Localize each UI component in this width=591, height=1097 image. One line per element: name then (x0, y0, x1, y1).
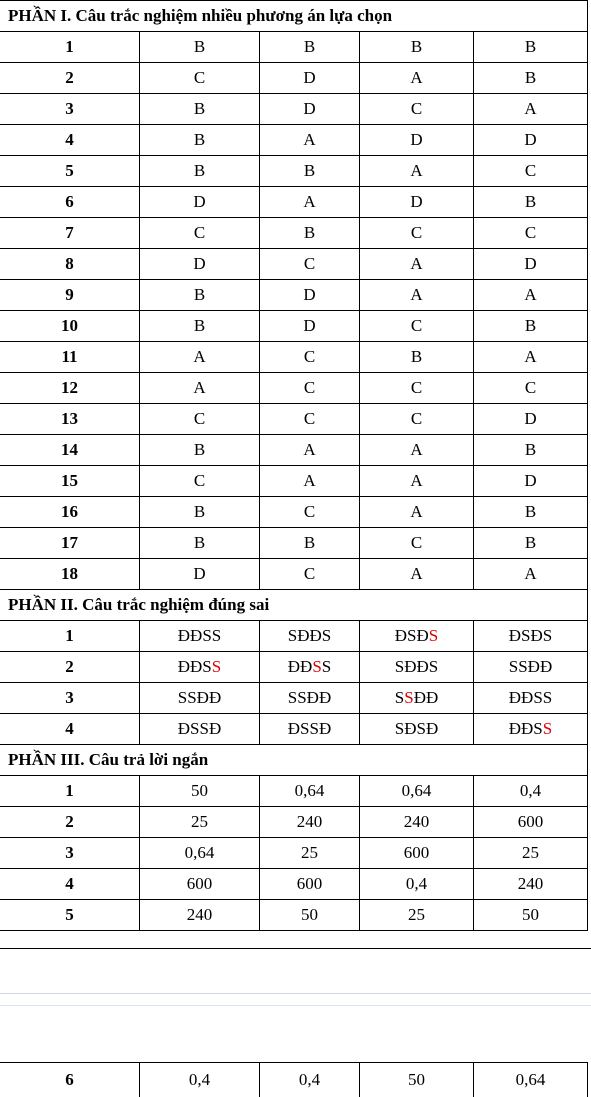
answer-cell: 0,64 (260, 776, 360, 807)
answer-cell: B (474, 435, 588, 466)
table-row (0, 342, 588, 373)
question-number: 8 (0, 249, 140, 280)
question-number: 9 (0, 280, 140, 311)
answer-cell: B (140, 94, 260, 125)
answer-cell: D (260, 311, 360, 342)
question-number: 10 (0, 311, 140, 342)
answer-cell: C (360, 94, 474, 125)
answer-text: SĐSĐ (395, 719, 438, 738)
answer-cell: B (260, 218, 360, 249)
question-number: 3 (0, 838, 140, 869)
answer-cell (260, 652, 360, 683)
answer-cell: C (260, 497, 360, 528)
answer-cell: D (260, 280, 360, 311)
question-number: 11 (0, 342, 140, 373)
page-separator (0, 993, 591, 994)
answer-cell: B (474, 528, 588, 559)
table-row (0, 187, 588, 218)
answer-cell: D (140, 559, 260, 590)
answer-cell: C (360, 528, 474, 559)
answer-cell: 25 (260, 838, 360, 869)
answer-cell: B (140, 497, 260, 528)
answer-cell (260, 714, 360, 745)
table-row (0, 466, 588, 497)
table-row (0, 869, 588, 900)
answer-cell: A (140, 373, 260, 404)
table-row (0, 683, 588, 714)
answer-cell: A (360, 249, 474, 280)
question-number: 4 (0, 714, 140, 745)
answer-cell: 50 (140, 776, 260, 807)
answer-text: ĐĐS (178, 657, 212, 676)
answer-cell: B (474, 497, 588, 528)
answer-cell: C (140, 218, 260, 249)
answer-text: ĐĐ (414, 688, 439, 707)
question-number: 4 (0, 125, 140, 156)
section-header-row (0, 590, 588, 621)
answer-cell: B (140, 156, 260, 187)
answer-cell: A (474, 94, 588, 125)
answer-cell: C (260, 373, 360, 404)
answer-cell: 240 (140, 900, 260, 931)
answer-cell: B (360, 32, 474, 63)
answer-cell (140, 621, 260, 652)
answer-text: ĐSĐ (395, 626, 429, 645)
answer-cell: D (260, 63, 360, 94)
answer-cell: D (474, 466, 588, 497)
question-number: 17 (0, 528, 140, 559)
answer-cell (360, 683, 474, 714)
answer-cell: B (260, 156, 360, 187)
answer-text: S (395, 688, 404, 707)
table-row (0, 838, 588, 869)
answer-cell (260, 683, 360, 714)
answer-cell: 0,64 (360, 776, 474, 807)
table-row (0, 807, 588, 838)
answer-cell: C (140, 466, 260, 497)
answer-cell: A (260, 187, 360, 218)
table-row (0, 218, 588, 249)
question-number: 18 (0, 559, 140, 590)
answer-text: SĐĐS (395, 657, 438, 676)
answer-text: ĐĐ (288, 657, 313, 676)
table-row (0, 311, 588, 342)
answer-cell: 25 (474, 838, 588, 869)
answer-cell (140, 714, 260, 745)
answer-cell: B (474, 311, 588, 342)
table-row (0, 1063, 588, 1097)
answer-key-table-continued (0, 1062, 588, 1097)
answer-cell (474, 621, 588, 652)
answer-cell: C (474, 156, 588, 187)
answer-cell: 0,4 (360, 869, 474, 900)
page-break-line (0, 948, 591, 949)
answer-cell: 600 (360, 838, 474, 869)
table-row (0, 156, 588, 187)
answer-cell: D (140, 249, 260, 280)
answer-cell: 600 (140, 869, 260, 900)
answer-cell: C (474, 218, 588, 249)
table-row (0, 497, 588, 528)
highlighted-answer: S (312, 657, 321, 676)
answer-cell: D (474, 249, 588, 280)
question-number: 4 (0, 869, 140, 900)
table-row (0, 528, 588, 559)
answer-cell (360, 652, 474, 683)
answer-cell (260, 621, 360, 652)
question-number: 15 (0, 466, 140, 497)
answer-cell: 0,64 (474, 1063, 588, 1097)
answer-cell: B (140, 280, 260, 311)
answer-cell: B (140, 528, 260, 559)
answer-cell: C (360, 404, 474, 435)
answer-key-body (0, 1, 588, 931)
question-number: 6 (0, 1063, 140, 1097)
answer-cell: B (474, 63, 588, 94)
answer-cell: 25 (360, 900, 474, 931)
answer-cell: D (474, 125, 588, 156)
answer-key-continued-body (0, 1063, 588, 1097)
answer-cell: 600 (260, 869, 360, 900)
table-row (0, 32, 588, 63)
answer-cell: D (474, 404, 588, 435)
question-number: 13 (0, 404, 140, 435)
answer-cell: C (260, 559, 360, 590)
answer-text: S (322, 657, 331, 676)
answer-cell: A (360, 559, 474, 590)
answer-cell: C (260, 342, 360, 373)
answer-text: SSĐĐ (509, 657, 552, 676)
answer-cell (360, 621, 474, 652)
answer-cell (474, 714, 588, 745)
answer-cell: B (474, 32, 588, 63)
answer-text: ĐĐS (509, 719, 543, 738)
answer-cell: C (360, 218, 474, 249)
answer-cell: A (260, 125, 360, 156)
table-row (0, 621, 588, 652)
answer-cell (474, 683, 588, 714)
answer-cell: A (260, 466, 360, 497)
question-number: 12 (0, 373, 140, 404)
question-number: 2 (0, 63, 140, 94)
answer-cell: B (140, 32, 260, 63)
answer-cell: D (360, 187, 474, 218)
question-number: 5 (0, 156, 140, 187)
answer-cell: B (140, 125, 260, 156)
highlighted-answer: S (543, 719, 552, 738)
answer-cell: A (360, 280, 474, 311)
answer-cell: C (140, 404, 260, 435)
answer-cell: C (140, 63, 260, 94)
answer-cell: C (360, 311, 474, 342)
answer-cell: C (474, 373, 588, 404)
answer-cell: A (474, 342, 588, 373)
answer-cell: D (260, 94, 360, 125)
answer-cell (474, 652, 588, 683)
table-row (0, 280, 588, 311)
answer-cell: A (360, 435, 474, 466)
answer-cell: A (360, 497, 474, 528)
table-row (0, 435, 588, 466)
table-row (0, 125, 588, 156)
highlighted-answer: S (429, 626, 438, 645)
table-row (0, 94, 588, 125)
answer-cell: 0,64 (140, 838, 260, 869)
table-row (0, 714, 588, 745)
answer-cell: 600 (474, 807, 588, 838)
answer-cell: 50 (360, 1063, 474, 1097)
answer-text: ĐĐSS (509, 688, 552, 707)
table-row (0, 776, 588, 807)
answer-cell: 50 (260, 900, 360, 931)
answer-cell: B (260, 32, 360, 63)
question-number: 6 (0, 187, 140, 218)
answer-text: ĐĐSS (178, 626, 221, 645)
answer-cell: A (360, 156, 474, 187)
answer-cell: C (260, 249, 360, 280)
table-row (0, 373, 588, 404)
question-number: 1 (0, 621, 140, 652)
answer-cell: D (360, 125, 474, 156)
answer-cell: B (140, 435, 260, 466)
answer-text: SSĐĐ (178, 688, 221, 707)
question-number: 5 (0, 900, 140, 931)
question-number: 1 (0, 776, 140, 807)
section-header-row (0, 745, 588, 776)
question-number: 16 (0, 497, 140, 528)
page-separator (0, 1005, 591, 1006)
question-number: 2 (0, 652, 140, 683)
answer-cell (360, 714, 474, 745)
answer-cell: A (360, 63, 474, 94)
answer-cell: 25 (140, 807, 260, 838)
table-row (0, 404, 588, 435)
question-number: 7 (0, 218, 140, 249)
answer-cell: B (140, 311, 260, 342)
answer-cell: C (360, 373, 474, 404)
answer-cell: 240 (474, 869, 588, 900)
answer-text: ĐSSĐ (178, 719, 221, 738)
answer-cell: B (474, 187, 588, 218)
answer-cell: B (260, 528, 360, 559)
answer-cell: D (140, 187, 260, 218)
answer-cell: 50 (474, 900, 588, 931)
answer-cell: A (474, 559, 588, 590)
answer-text: SSĐĐ (288, 688, 331, 707)
answer-cell: 0,4 (260, 1063, 360, 1097)
question-number: 1 (0, 32, 140, 63)
answer-cell: A (140, 342, 260, 373)
answer-cell: A (360, 466, 474, 497)
answer-cell: B (360, 342, 474, 373)
answer-text: ĐSSĐ (288, 719, 331, 738)
part1-title: PHẦN I. Câu trắc nghiệm nhiều phương án lựa chọn (0, 1, 588, 32)
part2-title: PHẦN II. Câu trắc nghiệm đúng sai (0, 590, 588, 621)
answer-cell: A (260, 435, 360, 466)
answer-text: ĐSĐS (509, 626, 552, 645)
part3-title: PHẦN III. Câu trả lời ngắn (0, 745, 588, 776)
highlighted-answer: S (212, 657, 221, 676)
answer-cell: A (474, 280, 588, 311)
answer-cell: C (260, 404, 360, 435)
question-number: 2 (0, 807, 140, 838)
table-row (0, 900, 588, 931)
answer-cell: 240 (360, 807, 474, 838)
table-row (0, 249, 588, 280)
answer-cell (140, 652, 260, 683)
answer-cell: 240 (260, 807, 360, 838)
question-number: 3 (0, 683, 140, 714)
table-row (0, 559, 588, 590)
question-number: 3 (0, 94, 140, 125)
question-number: 14 (0, 435, 140, 466)
answer-cell: 0,4 (474, 776, 588, 807)
table-row (0, 652, 588, 683)
answer-cell (140, 683, 260, 714)
answer-cell: 0,4 (140, 1063, 260, 1097)
answer-text: SĐĐS (288, 626, 331, 645)
table-row (0, 63, 588, 94)
section-header-row (0, 1, 588, 32)
highlighted-answer: S (404, 688, 413, 707)
